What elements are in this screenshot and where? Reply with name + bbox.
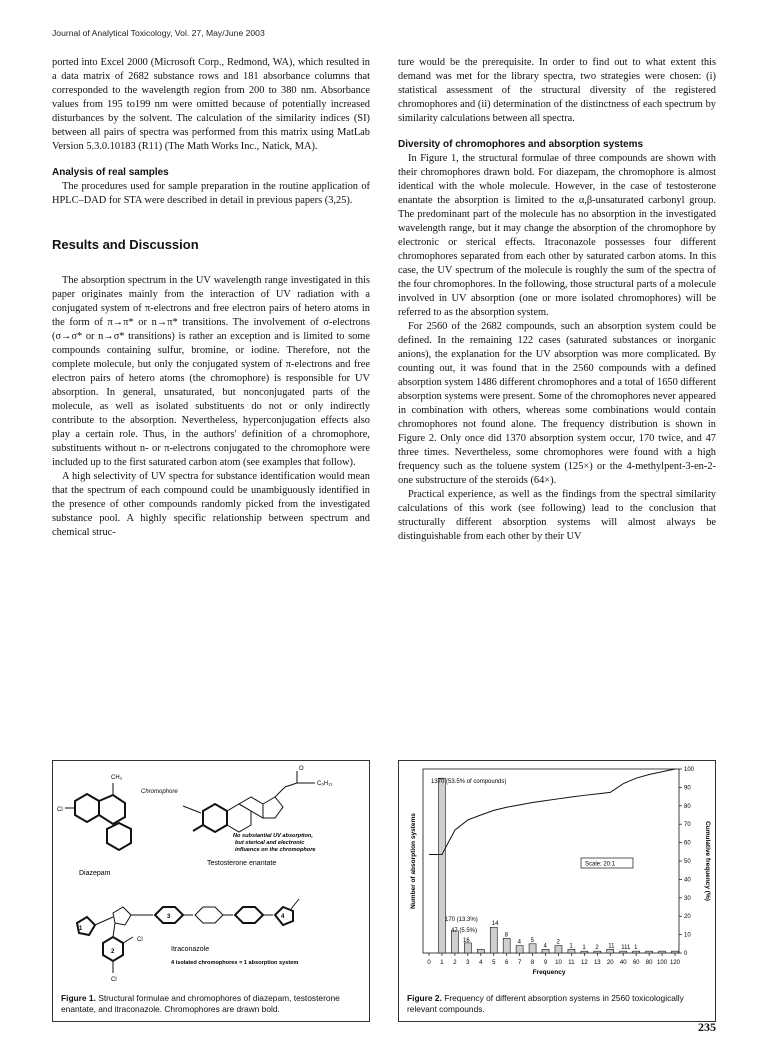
paragraph: In Figure 1, the structural formulae of three compounds are shown with their chromophores drawn bold. For diazepam, the chromophore is almost identical with the whole molecule. However, in the case of testosterone enantate the absorption is limited to the α,β-unsaturated carbonyl group. The predominant part of the molecule has no absorption in the investigated wavelength range, but it may change the absorption of the chromophore by electronic or sterical effects. Itraconazole possesses four different chromophores separated from each other by saturated carbon atoms. In this case, the UV spectrum of the molecule is roughly the sum of the spectra of the four chromophores. In the following, those structural parts of a molecule involved in UV absorption (one or more isolated chromophores) will be referred to as the absorption system. (398, 153, 716, 318)
x-tick-label: 11 (568, 960, 575, 966)
frequency-bar (451, 931, 458, 953)
left-column (52, 56, 370, 540)
bar-label: 1 (569, 943, 573, 950)
frequency-bar (477, 949, 484, 953)
caption-label: Figure 1. (61, 993, 96, 1003)
y2-tick-label: 90 (684, 785, 691, 792)
frequency-bar (438, 778, 445, 953)
page-number: 235 (698, 1020, 716, 1034)
label-diazepam: Diazepam (79, 870, 111, 877)
paragraph: The absorption spectrum in the UV wavelength range investigated in this paper originates mainly from the interaction of UV radiation with a conjugated system of π-electrons and free electron pairs of hetero atoms in the form of π→π* or n→π* transitions. The involvement of σ-electrons (σ→σ* or n→σ* transitions) is rather an exception and is limited to some compounds containing sulfur, bromine, or iodine. Therefore, not the complete molecule, but only the conjugated system of π-electrons and free electron pairs of hetero atoms (the chromophore) is responsible for UV absorption. In general, unsaturated, but nonconjugated parts of the molecule, as well as isolated substituents do not or only indirectly contribute to the absorption. Nevertheless, hyperconjugation effects also play a certain role. Thus, in the authors' definition of a chromophore, substituents without n- or π-electrons conjugated to the chromophore were included up to the first saturated carbon atom (see examples that follow). (52, 275, 370, 468)
x-tick-label: 8 (530, 960, 535, 966)
figure-2-caption (407, 993, 707, 1015)
phenyl-ring (235, 907, 263, 923)
ring-number-4: 4 (281, 914, 285, 920)
frequency-bar (529, 944, 536, 953)
label-cl-3: Cl (111, 977, 117, 983)
bar-label: 111 (621, 945, 631, 952)
y2-tick-label: 40 (684, 877, 691, 884)
ring-number-1: 1 (79, 926, 83, 932)
x-tick-label: 100 (657, 960, 668, 966)
diazepam-phenyl-ring (107, 823, 131, 850)
y2-tick-label: 70 (684, 822, 691, 829)
bar-label: 8 (504, 932, 509, 939)
y2-tick-label: 10 (684, 932, 691, 939)
paragraph: The procedures used for sample preparation in the routine application of HPLC–DAD for STA were described in detail in previous papers (3,25). (52, 181, 370, 206)
paragraph: ture would be the prerequisite. In order to find out to what extent this demand was met for the library spectra, two strategies were chosen: (i) statistical assessment of the structural diversity of the registered chromophores and (ii) determination of the distinctness of each spectrum by similarity calculations between all spectra. (398, 57, 716, 124)
scale-note: Scale: 20:1 (585, 861, 616, 868)
x-tick-label: 5 (492, 960, 496, 966)
frequency-bar (646, 951, 653, 953)
steroid-ring-a (203, 804, 227, 832)
frequency-bar (464, 943, 471, 953)
frequency-bar (568, 949, 575, 953)
x-tick-label: 12 (581, 960, 588, 966)
annotation-1370: 1370 (53.5% of compounds) (431, 779, 507, 785)
label-cl-2: Cl (137, 937, 143, 943)
piperazine-ring (195, 907, 223, 923)
running-header: Journal of Analytical Toxicology, Vol. 27, May/June 2003 (52, 28, 265, 38)
y2-tick-label: 0 (684, 951, 688, 957)
label-itraconazole: Itraconazole (171, 946, 210, 953)
y2-tick-label: 80 (684, 803, 691, 810)
label-c6h13: C₆H₁₃ (317, 781, 333, 787)
bar-label: 4 (517, 939, 521, 946)
diazepam-diazepine-ring (99, 795, 125, 824)
frequency-bar (555, 946, 562, 953)
x-tick-label: 4 (479, 960, 483, 966)
label-no-absorption: No substantial UV absorption, (233, 833, 313, 839)
annotation-47: 47 (5.5%) (451, 928, 478, 934)
frequency-bar (633, 951, 640, 953)
label-testosterone: Testosterone enantate (207, 860, 277, 867)
bar-label: 11 (608, 943, 615, 950)
paragraph: ported into Excel 2000 (Microsoft Corp., Redmond, WA), which resulted in a data matrix of 2682 substance rows and 181 absorbance columns that corresponded to the wavelength region from 200 to 380 nm. Absorbance values from 195 to199 nm were omitted because of potentially increased disturbances by the solvent. The calculation of the similarity indices (SI) between all pairs of spectra was performed from this matrix using MatLab Version 5.3.0.10183 (R11) (The Math Works Inc., Natick, MA). (52, 57, 370, 152)
x-tick-label: 10 (555, 960, 562, 966)
frequency-bar (542, 949, 549, 953)
x-tick-label: 120 (669, 960, 681, 966)
y2-tick-label: 50 (684, 859, 691, 865)
caption-text: Frequency of different absorption systems in 2560 toxicologically relevant compounds. (407, 993, 684, 1014)
caption-label: Figure 2. (407, 993, 442, 1003)
x-tick-label: 0 (427, 960, 431, 966)
y2-tick-label: 20 (684, 914, 691, 921)
y2-axis-label: Cumulative frequency (%) (704, 821, 711, 901)
frequency-bar (672, 951, 679, 953)
bar-label: 4 (543, 943, 547, 950)
frequency-bar (516, 946, 523, 953)
y2-tick-label: 60 (684, 840, 691, 847)
caption-text: Structural formulae and chromophores of diazepam, testosterone enantate, and itraconazole. Chromophores are drawn bold. (61, 993, 340, 1014)
x-tick-label: 6 (505, 960, 509, 966)
figure-1 (52, 760, 370, 1022)
y2-tick-label: 30 (684, 895, 691, 902)
x-tick-label: 60 (632, 960, 640, 966)
frequency-bar (659, 951, 666, 953)
annotation-16: 16 (463, 938, 470, 944)
paragraph: A high selectivity of UV spectra for substance identification would mean that the spectrum of each compound could be unambiguously identified in the presence of other compounds randomly picked from the investigated substance pool. A highly specific relationship between spectrum and chemical struc- (52, 471, 370, 538)
label-isolated-chromophores: 4 isolated chromophores = 1 absorption system (171, 960, 299, 966)
label-no-absorption-2: but sterical and electronic (235, 840, 305, 846)
x-tick-label: 7 (517, 960, 522, 966)
y-axis-label: Number of absorption systems (410, 813, 417, 909)
x-tick-label: 3 (466, 960, 470, 966)
figure-2 (398, 760, 716, 1022)
frequency-bar (490, 927, 497, 953)
bar-label: 2 (556, 939, 560, 946)
steroid-ring-d (263, 797, 283, 818)
subheading-diversity: Diversity of chromophores and absorption systems (398, 139, 644, 150)
paragraph: Practical experience, as well as the findings from the spectral similarity calculations of this work (see following) lead to the conclusion that structurally different absorption systems will almost always be distinguishable from each other by their UV (398, 489, 716, 542)
dioxolane-ring (113, 907, 131, 925)
bar-label: 5 (530, 937, 534, 944)
x-tick-label: 20 (606, 960, 614, 966)
section-heading-results: Results and Discussion (52, 237, 199, 252)
ring-number-3: 3 (167, 914, 171, 920)
x-tick-label: 9 (543, 960, 548, 966)
x-tick-label: 80 (645, 960, 653, 966)
plot-frame (423, 769, 679, 953)
x-tick-label: 2 (453, 960, 457, 966)
subheading-analysis: Analysis of real samples (52, 167, 169, 178)
figure-1-caption (61, 993, 361, 1015)
x-tick-label: 1 (440, 960, 444, 966)
label-no-absorption-3: influence on the chromophore (235, 847, 316, 853)
frequency-bar (607, 949, 614, 953)
y2-tick-label: 100 (684, 767, 695, 773)
x-axis-label: Frequency (532, 969, 566, 976)
label-ch3: CH₃ (111, 775, 123, 781)
annotation-170: 170 (13.3%) (445, 917, 478, 923)
frequency-chart (399, 761, 715, 983)
steroid-ring-b (227, 804, 251, 832)
frequency-bar (581, 951, 588, 953)
bar-label: 1 (582, 945, 586, 952)
label-chromophore: Chromophore (141, 789, 178, 795)
bar-label: 14 (491, 921, 499, 928)
label-o: O (299, 766, 304, 772)
ring-number-2: 2 (111, 949, 115, 955)
paragraph: For 2560 of the 2682 compounds, such an absorption system could be defined. In the remaining 122 cases (saturated substances or inorganic anions), the explanation for the UV absorption was more complicated. By counting out, it was found that in the 2560 compounds with a defined absorption system 1486 different chromophores and a total of 1650 different absorption systems were present. Some of the chromophores never appeared in combination with others, whereas some combinations would contain chromophores not found alone. The frequency distribution is shown in Figure 2. Only once did 1370 absorption system occur, 170 twice, and 47 three times. Nevertheless, some chromophores were found with a high frequency such as the toluene system (125×) or the 4-methylpent-3-en-2-one substructure of the steroids (64×). (398, 321, 716, 486)
bar-label: 2 (595, 945, 599, 952)
structural-formulae-diagram (53, 761, 369, 986)
x-tick-label: 13 (593, 960, 601, 966)
frequency-bar (503, 938, 510, 953)
right-column (398, 56, 716, 544)
frequency-bar (620, 951, 627, 953)
x-tick-label: 40 (619, 960, 627, 966)
diazepam-benzene-ring (75, 794, 99, 822)
label-cl: Cl (57, 807, 63, 813)
bar-label: 1 (634, 945, 638, 952)
frequency-bar (594, 951, 601, 953)
